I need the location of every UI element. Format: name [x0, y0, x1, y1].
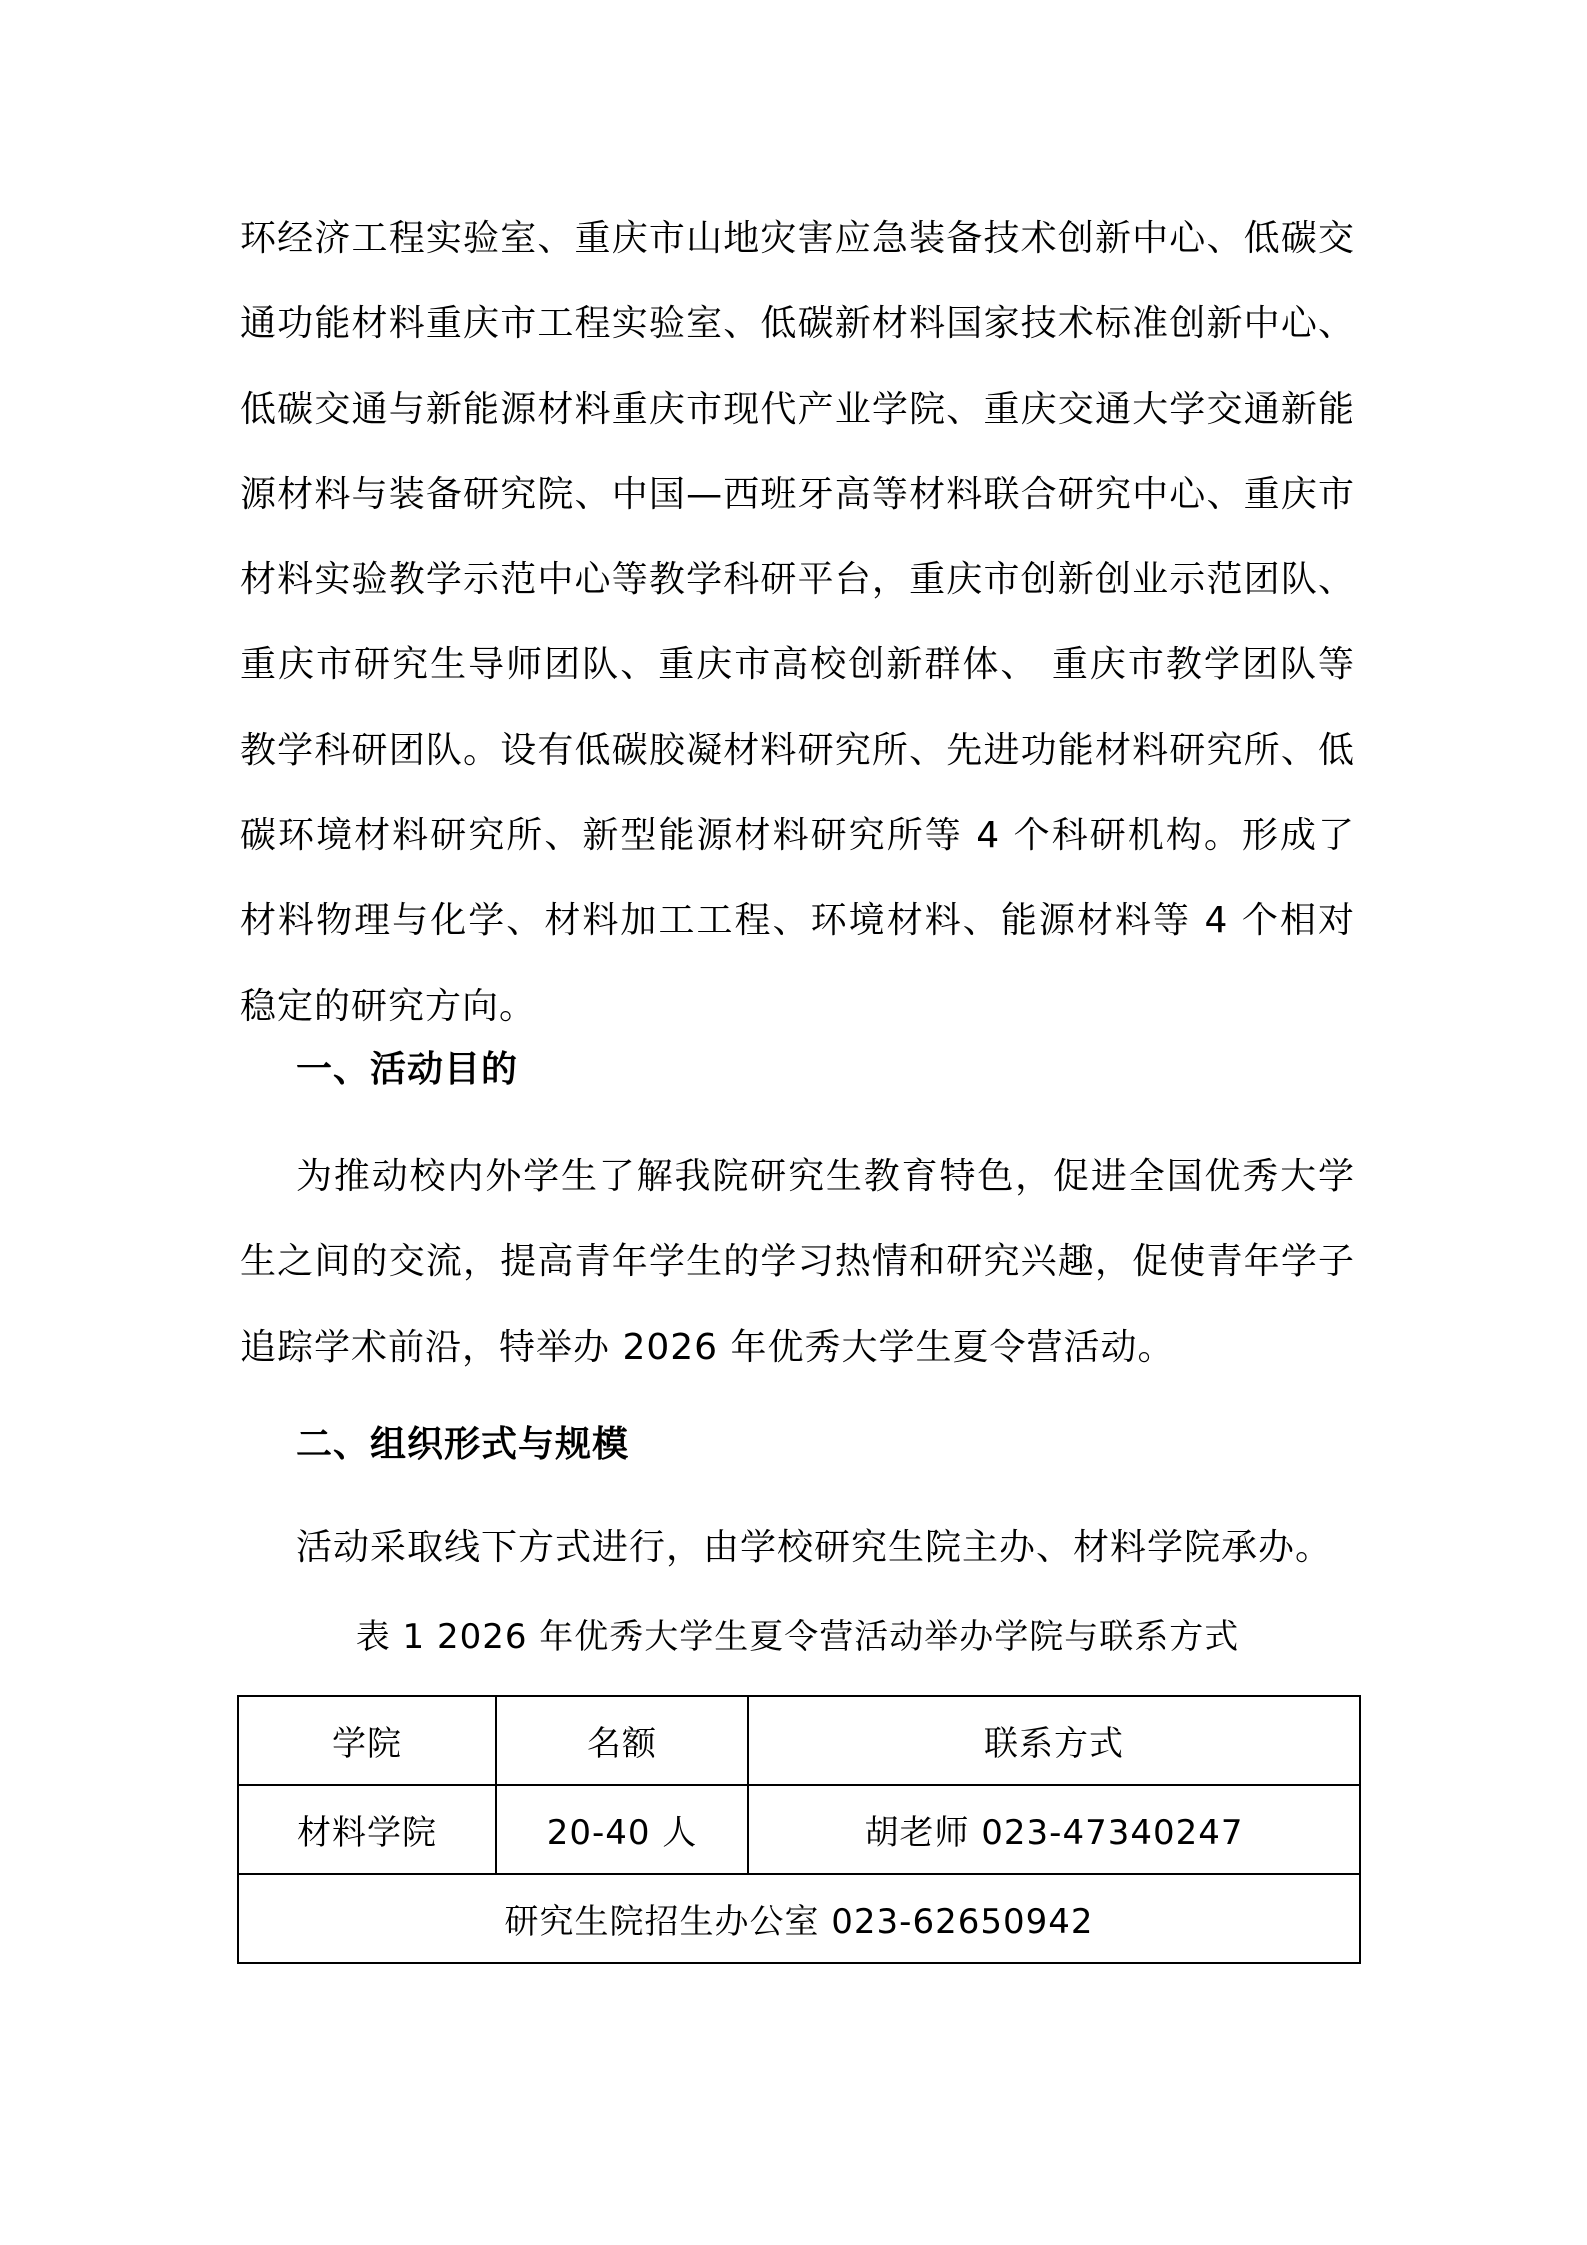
table-header-quota: 名额: [496, 1696, 748, 1785]
table-row: [238, 1785, 1360, 1874]
table-header-college: 学院: [238, 1696, 496, 1785]
intro-paragraph: 环经济工程实验室、重庆市山地灾害应急装备技术创新中心、低碳交通功能材料重庆市工程实验室、低碳新材料国家技术标准创新中心、低碳交通与新能源材料重庆市现代产业学院、重庆交通大学交通新能源材料与装备研究院、中国—西班牙高等材料联合研究中心、重庆市材料实验教学示范中心等教学科研平台，重庆市创新创业示范团队、重庆市研究生导师团队、重庆市高校创新群体、 重庆市教学团队等教学科研团队。设有低碳胶凝材料研究所、先进功能材料研究所、低碳环境材料研究所、新型能源材料研究所等 4 个科研机构。形成了材料物理与化学、材料加工工程、环境材料、能源材料等 4 个相对稳定的研究方向。: [240, 218, 1355, 1027]
contact-table: [237, 1695, 1361, 1964]
section-body-organization: 活动采取线下方式进行，由学校研究生院主办、材料学院承办。: [296, 1527, 1333, 1568]
table-footer-contact: 研究生院招生办公室 023-62650942: [238, 1874, 1360, 1963]
table-cell-quota: 20-40 人: [496, 1785, 748, 1874]
table-footer-row: [238, 1874, 1360, 1963]
table-caption: 表 1 2026 年优秀大学生夏令营活动举办学院与联系方式: [355, 1617, 1240, 1657]
section-heading-organization: 二、组织形式与规模: [296, 1424, 630, 1465]
table-header-row: [238, 1696, 1360, 1785]
section-heading-purpose: 一、活动目的: [296, 1049, 519, 1090]
table-cell-contact: 胡老师 023-47340247: [748, 1785, 1360, 1874]
table-cell-college: 材料学院: [238, 1785, 496, 1874]
table-header-contact: 联系方式: [748, 1696, 1360, 1785]
section-body-purpose: 为推动校内外学生了解我院研究生教育特色，促进全国优秀大学生之间的交流，提高青年学生的学习热情和研究兴趣，促使青年学子追踪学术前沿，特举办 2026 年优秀大学生夏令营活动。: [240, 1156, 1355, 1368]
